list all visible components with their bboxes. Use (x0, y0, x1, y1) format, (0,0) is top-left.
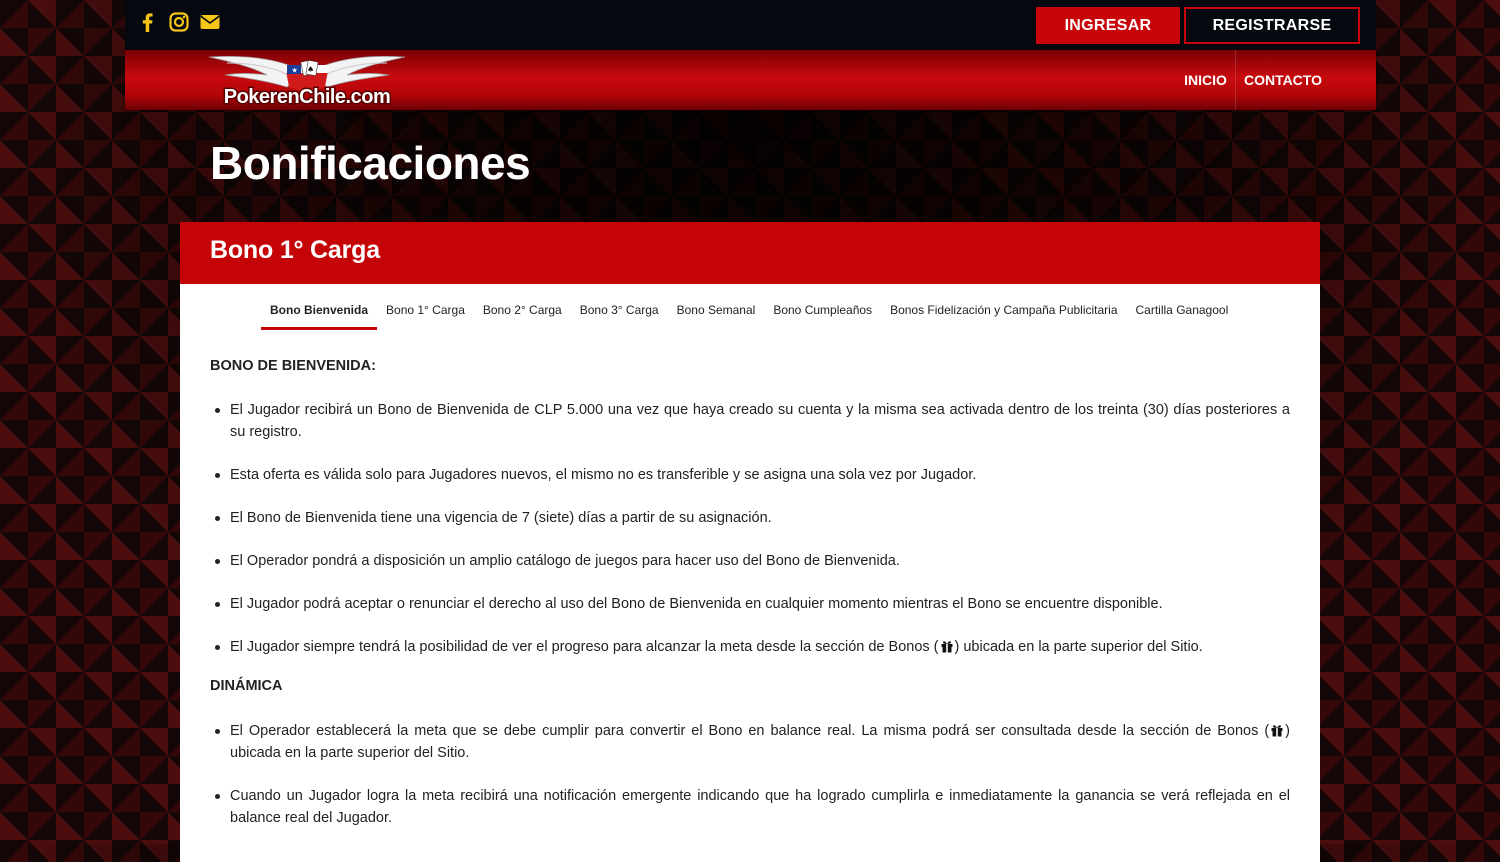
list-item-text: ) ubicada en la parte superior del Sitio. (954, 639, 1203, 655)
gift-icon (940, 639, 954, 653)
list-item: El Bono de Bienvenida tiene una vigencia de 7 (siete) días a partir de su asignación. (210, 507, 1290, 529)
tab-bono-3-carga[interactable]: Bono 3° Carga (579, 303, 659, 317)
list-item: El Jugador recibirá un Bono de Bienvenida de CLP 5.000 una vez que haya creado su cuenta y la misma sea activada dentro de los treinta (30) días posteriores a su registro. (210, 399, 1290, 443)
bienvenida-list (210, 399, 1290, 658)
envelope-icon[interactable] (199, 11, 221, 33)
svg-text:★: ★ (291, 66, 298, 75)
login-button[interactable]: INGRESAR (1036, 7, 1180, 44)
social-links (137, 11, 221, 33)
bonus-panel (180, 222, 1320, 862)
tab-bonos-fidelizacion[interactable]: Bonos Fidelización y Campaña Publicitaria (890, 303, 1118, 317)
list-item: Cuando un Jugador logra la meta recibirá una notificación emergente indicando que ha logrado cumplirla e inmediatamente la ganancia se verá reflejada en el balance real del Jugador. (210, 785, 1290, 829)
site-logo[interactable] (207, 53, 407, 107)
svg-text:♠: ♠ (307, 65, 315, 74)
nav-link-inicio[interactable]: INICIO (1184, 72, 1227, 88)
top-bar (125, 0, 1376, 50)
facebook-icon[interactable] (137, 11, 159, 33)
list-item: El Operador pondrá a disposición un amplio catálogo de juegos para hacer uso del Bono de Bienvenida. (210, 550, 1290, 572)
tab-cartilla-ganagool[interactable]: Cartilla Ganagool (1135, 303, 1229, 317)
tab-bono-2-carga[interactable]: Bono 2° Carga (482, 303, 562, 317)
tab-content (210, 358, 1290, 829)
list-item: El Jugador podrá aceptar o renunciar el derecho al uso del Bono de Bienvenida en cualquier momento mientras el Bono se encuentre disponible. (210, 593, 1290, 615)
logo-text: PokerenChile.com (223, 86, 391, 107)
register-button[interactable]: REGISTRARSE (1184, 7, 1360, 44)
tab-bono-1-carga[interactable]: Bono 1° Carga (386, 303, 465, 317)
list-item (210, 720, 1290, 764)
section-heading-bienvenida: BONO DE BIENVENIDA: (210, 358, 376, 374)
list-item-text: El Jugador siempre tendrá la posibilidad de ver el progreso para alcanzar la meta desde la sección de Bonos ( (230, 639, 939, 655)
tab-bono-cumpleanos[interactable]: Bono Cumpleaños (773, 303, 873, 317)
page-title: Bonificaciones (210, 137, 531, 189)
list-item (210, 636, 1290, 658)
tab-bono-bienvenida[interactable]: Bono Bienvenida (261, 304, 377, 330)
gift-icon (1270, 723, 1284, 737)
nav-link-contacto[interactable]: CONTACTO (1243, 72, 1322, 88)
panel-header: Bono 1° Carga (180, 222, 1320, 284)
main-navbar (125, 50, 1376, 110)
list-item: Esta oferta es válida solo para Jugadores nuevos, el mismo no es transferible y se asigna una sola vez por Jugador. (210, 464, 1290, 486)
nav-links (1176, 50, 1330, 110)
instagram-icon[interactable] (168, 11, 190, 33)
bonus-tabs (261, 304, 1237, 330)
section-heading-dinamica: DINÁMICA (210, 678, 283, 694)
tab-bono-semanal[interactable]: Bono Semanal (676, 303, 756, 317)
list-item-text: ) ubicada en la parte superior del Sitio. (230, 723, 1290, 761)
list-item-text: El Operador establecerá la meta que se debe cumplir para convertir el Bono en balance real. La misma podrá ser consultada desde la sección de Bonos ( (230, 723, 1270, 739)
dinamica-list (210, 720, 1290, 829)
